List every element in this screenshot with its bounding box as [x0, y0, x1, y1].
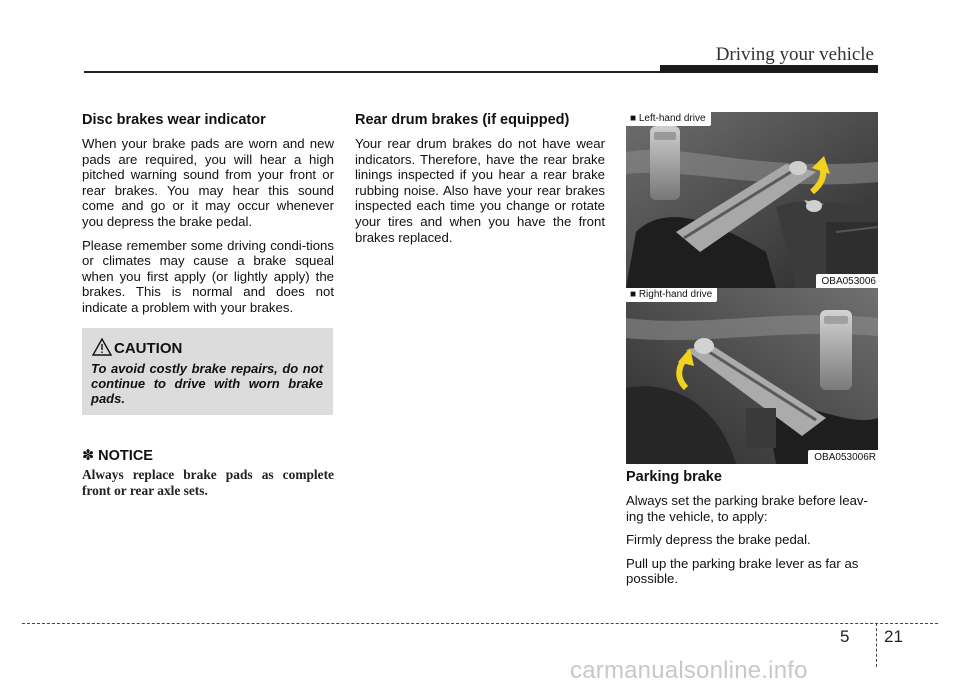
warning-triangle-icon [92, 338, 112, 356]
paragraph: When your brake pads are worn and new pads are required, you will hear a high pitched warning sound from your front or rear brakes. You may hear this sound come and go or it may occur whenever you depress the brake pedal. [82, 136, 334, 229]
parking-brake-illustration [626, 288, 878, 464]
watermark: carmanualsonline.info [570, 657, 808, 684]
caution-title: CAUTION [114, 340, 183, 357]
figure-right-hand-drive [626, 288, 878, 464]
figure-code: OBA053006 [816, 274, 879, 288]
middle-column [355, 112, 605, 253]
running-header: Driving your vehicle [715, 44, 874, 65]
paragraph: Your rear drum brakes do not have wear indicators. Therefore, have the rear brake linings inspected if you hear a rear brake rubbing noise. Also have your rear brakes inspected each time you change or rotate your tires and when you have the front brakes replaced. [355, 136, 605, 245]
footer-rule [22, 623, 938, 624]
section-heading-disc-brakes: Disc brakes wear indicator [82, 112, 266, 128]
section-number: 5 [840, 627, 850, 646]
notice-text: Always replace brake pads as complete front or rear axle sets. [82, 467, 334, 498]
notice-title: ✽ NOTICE [82, 448, 153, 464]
caution-text: To avoid costly brake repairs, do not continue to drive with worn brake pads. [91, 361, 323, 406]
caution-box [82, 328, 333, 415]
parking-brake-illustration [626, 112, 878, 288]
paragraph: Firmly depress the brake pedal. [626, 532, 811, 548]
figure-left-hand-drive [626, 112, 878, 288]
figure-code: OBA053006R [808, 450, 878, 464]
left-column [82, 112, 334, 324]
page-number: 21 [884, 627, 903, 646]
figure-label: ■ Right-hand drive [626, 288, 717, 302]
paragraph: Pull up the parking brake lever as far as possible. [626, 555, 859, 587]
figure-label: ■ Left-hand drive [626, 112, 711, 126]
section-heading-rear-drum: Rear drum brakes (if equipped) [355, 112, 570, 128]
parking-brake-section [626, 469, 878, 595]
paragraph: Always set the parking brake before leav-ing the vehicle, to apply: [626, 493, 868, 524]
paragraph: Please remember some driving condi-tions or climates may cause a brake squeal when you first apply (or lightly apply) the brakes. This is normal and does not indicate a problem with your brakes. [82, 237, 334, 315]
header-rule-bold [660, 65, 878, 73]
header-rule [84, 71, 660, 73]
page-number-divider [876, 623, 877, 667]
section-heading-parking-brake: Parking brake [626, 469, 722, 485]
